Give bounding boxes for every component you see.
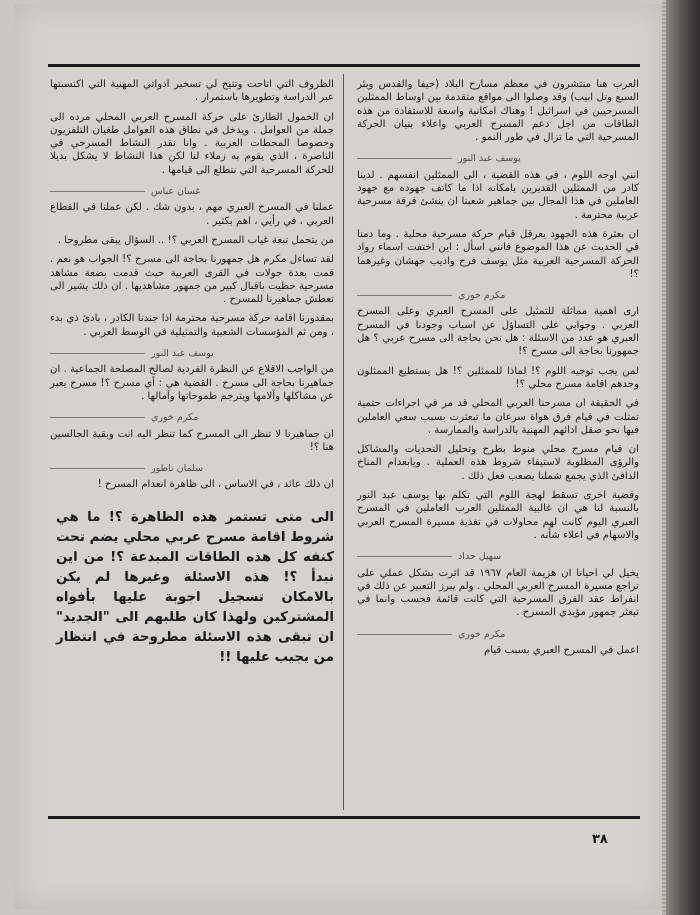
- right-column: [357, 78, 639, 663]
- closing-question: الى متى تستمر هذه الظاهرة ؟! ما هي شروط اقامة مسرح عربي محلي يضم تحت كنفه كل هذه الطاقات المبدعة ؟! من اين نبدأ ؟! هذه الاسئلة وغيرها لم يكن بالامكان تسجيل اجوبة عليها بأفواه المشتركين ولهذا كان طلبهم الى "الجديد" ان تبقى هذه الاسئلة مطروحة في انتظار من يجيب عليها !!: [56, 509, 334, 665]
- paragraph: ان ذلك عائد ، في الاساس ، الى ظاهرة انعدام المسرح !: [97, 479, 334, 491]
- paragraph: اعمل في المسرح العبري بسبب قيام: [483, 644, 639, 656]
- paragraph: في الحقيقة ان مسرحنا العربي المحلي قد مر في اجراءات حتمية تمثلت في قيام فرق هواة سرعان ما تبعثرت بسبب سعي العاملين فيها نحو صقل ادائهم المهنية بالدراسة والممارسة .: [357, 398, 639, 436]
- paragraph: عملنا في المسرح العبري مهم ، بدون شك . لكن عملنا في القطاع العربي ، في رأيي ، اهم بكثير .: [50, 202, 334, 227]
- paragraph: بمقدورنا اقامة حركة مسرحية محترمة اذا جندنا الكادر ، بادئ ذي بدء ، ومن ثم المؤسسات الشعبية والتمثيلية في الوسط العربي .: [50, 313, 334, 338]
- book-spine: [666, 0, 700, 915]
- top-rule: [48, 64, 640, 67]
- page-number: ٣٨: [592, 832, 608, 847]
- speaker-name: مكرم خوري: [357, 628, 639, 641]
- paragraph: من يتحمل تبعة غياب المسرح العربي ؟! .. السؤال يبقى مطروحا .: [57, 234, 334, 246]
- speaker-name: يوسف عبد النور: [357, 152, 639, 165]
- paragraph: لقد تساءل مكرم هل جمهورنا بحاجة الى مسرح ؟! الجواب هو نعم . قمت بعدة جولات في القرى العربية حيث قدمت بضعة مشاهد مسرحية حظيت باقبال كبير من جمهور مشاهديها . ان ذلك يشير الى تعطش جماهيرنا للمسرح .: [50, 254, 334, 306]
- paragraph: يخيل لي احيانا ان هزيمة العام ١٩٦٧ قد اثرت بشكل عملي على تراجع مسيرة المسرح العربي المحلي . ولم يبرز التعبير عن ذلك في انفراط عقد الفرق المسرحية التي كانت قائمة فحسب وانما في تبعثر جمهور مؤيدي المسرح .: [357, 567, 639, 619]
- speaker-name: سلمان ناطور: [50, 462, 334, 475]
- paragraph: ان الخمول الطارئ على حركة المسرح العربي المحلي مرده الى جملة من العوامل . ويدخل في نطاق هذه العوامل طغيان التلفزيون وخصوصا المحطات العربية . وانا نقدر النشاط المسرحي في الناصرة ، الذي يقوم به زملاء لنا لكن هذا النشاط لا يشكل بديلا للحركة المسرحية التي نتطلع الى قيامها .: [50, 111, 334, 176]
- paragraph: ان جماهيرنا لا تنظر الى المسرح كما تنظر اليه انت وبقية الجالسين هنا ؟!: [50, 428, 334, 453]
- speaker-name: يوسف عبد النور: [50, 347, 334, 360]
- bottom-rule: [48, 816, 640, 819]
- speaker-name: سهيل حداد: [357, 550, 639, 563]
- paragraph: من الواجب الاقلاع عن النظرة الفردية لصالح المصلحة الجماعية . ان جماهيرنا بحاجة الى مسرح . القضية هي : أي مسرح ؟! مسرح يعبر عن مشاكلها وآلامها ويترجم طموحاتها وآمالها .: [50, 364, 334, 402]
- paragraph: انني اوجه اللوم ، في هذه القضية ، الى الممثلين انفسهم . لدينا كادر من الممثلين القديرين بامكانه اذا ما كاتف جهوده مع جهود العاملين في هذا المجال بين جماهير شعبنا ان ينشئ فرقة مسرحية عربية محترمة .: [357, 169, 639, 221]
- paragraph: الظروف التي اتاحت وتتيح لي تسخير ادواتي المهنية التي اكتسبتها عبر الدراسة وتطويرها باستمرار .: [50, 79, 334, 104]
- paragraph: ان قيام مسرح محلي منوط بطرح وتحليل التحديات والمشاكل والرؤى المطلوبة لاستيفاء شروط هذه العملية . ويابعدام المناخ الدافئ الذي يجمع شملنا يصعب فعل ذلك .: [357, 444, 639, 482]
- speaker-name: مكرم خوري: [357, 289, 639, 302]
- paragraph: ارى اهمية مماثلة للتمثيل على المسرح العبري وعلى المسرح العربي . وجوابي على التساؤل عن اسباب وجودنا في المسرح العبري هو عدد من الاسئلة : هل نحن بحاجة الى مسرح عربي ؟ هل جمهورنا بحاجة الى مسرح ؟!: [357, 306, 639, 358]
- paragraph: وقضية اخرى تسقط لهجة اللوم التي تكلم بها يوسف عبد النور بالنسبة لنا هي ان غالبية الممثلين العرب العاملين في المسرح العبري اليوم كانت لهم محاولات في تغذية مسيرة المسرح العربي والاسهام في اعلاء شأنه .: [357, 490, 639, 541]
- left-column: [50, 78, 334, 668]
- left-column-body: [50, 78, 334, 492]
- speaker-name: مكرم خوري: [50, 411, 334, 424]
- column-divider: [343, 74, 344, 810]
- paragraph: العرب هنا منتشرون في معظم مسارح البلاد (حيفا والقدس وبئر السبع وتل ابيب) وقد وصلوا الى مواقع متقدمة بين اوساط الممثلين المسرحيين في اسرائيل ! وهناك امكانية واسعة للاستفادة من هذه الطاقات من اجل دعم المسرح العربي واعلاء بنيان الحركة المسرحية التي ما تزال في طور النمو .: [357, 79, 639, 144]
- paragraph: لمن يجب توجيه اللوم ؟! لماذا للممثلين ؟! هل يستطيع الممثلون وحدهم اقامة مسرح محلي ؟!: [357, 365, 639, 390]
- speaker-name: غسان عباس: [50, 185, 334, 198]
- paragraph: ان بعثرة هذه الجهود يعرقل قيام حركة مسرحية محلية . وما دمنا في الحديث عن هذا الموضوع فانني اسأل : اين اختفت اسماء رواد الحركة المسرحية العربية مثل يوسف فرح واديب جهشان وغيرهما ؟!: [357, 228, 639, 280]
